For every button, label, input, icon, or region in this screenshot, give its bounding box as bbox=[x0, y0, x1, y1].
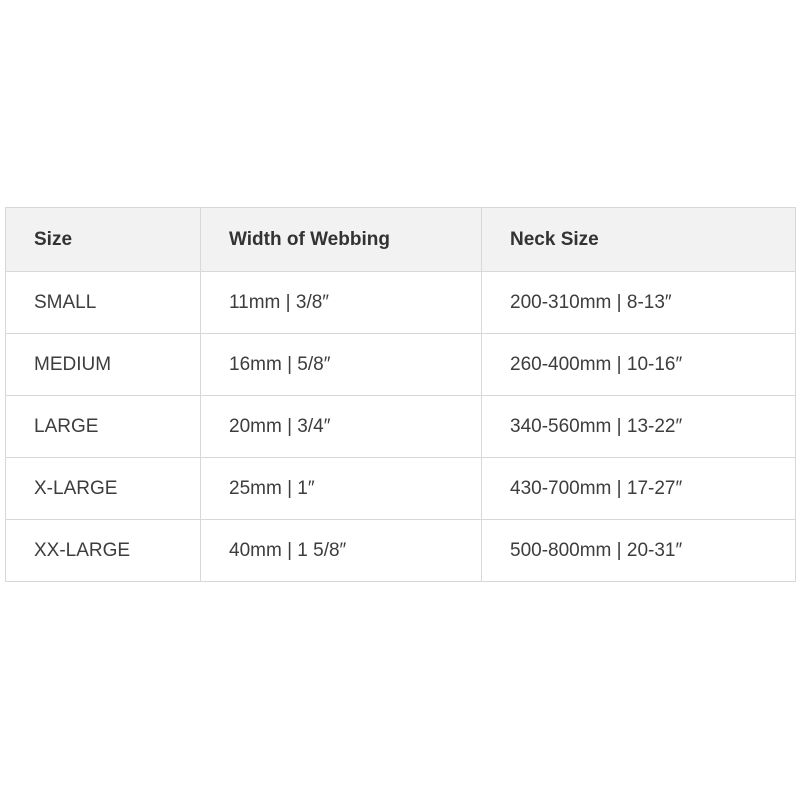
table-header-row bbox=[6, 208, 796, 272]
header-size: Size bbox=[6, 208, 201, 272]
table-row bbox=[6, 520, 796, 582]
header-neck-size: Neck Size bbox=[482, 208, 796, 272]
table-row bbox=[6, 396, 796, 458]
cell-width-of-webbing: 20mm | 3/4″ bbox=[201, 396, 482, 458]
cell-width-of-webbing: 25mm | 1″ bbox=[201, 458, 482, 520]
table-row bbox=[6, 458, 796, 520]
cell-size: MEDIUM bbox=[6, 334, 201, 396]
cell-neck-size: 200-310mm | 8-13″ bbox=[482, 272, 796, 334]
cell-neck-size: 260-400mm | 10-16″ bbox=[482, 334, 796, 396]
cell-neck-size: 500-800mm | 20-31″ bbox=[482, 520, 796, 582]
cell-size: X-LARGE bbox=[6, 458, 201, 520]
cell-width-of-webbing: 40mm | 1 5/8″ bbox=[201, 520, 482, 582]
table-row bbox=[6, 334, 796, 396]
cell-neck-size: 340-560mm | 13-22″ bbox=[482, 396, 796, 458]
cell-size: LARGE bbox=[6, 396, 201, 458]
size-chart-table bbox=[5, 207, 796, 582]
cell-neck-size: 430-700mm | 17-27″ bbox=[482, 458, 796, 520]
cell-size: SMALL bbox=[6, 272, 201, 334]
header-width-of-webbing: Width of Webbing bbox=[201, 208, 482, 272]
cell-size: XX-LARGE bbox=[6, 520, 201, 582]
cell-width-of-webbing: 11mm | 3/8″ bbox=[201, 272, 482, 334]
cell-width-of-webbing: 16mm | 5/8″ bbox=[201, 334, 482, 396]
table-row bbox=[6, 272, 796, 334]
